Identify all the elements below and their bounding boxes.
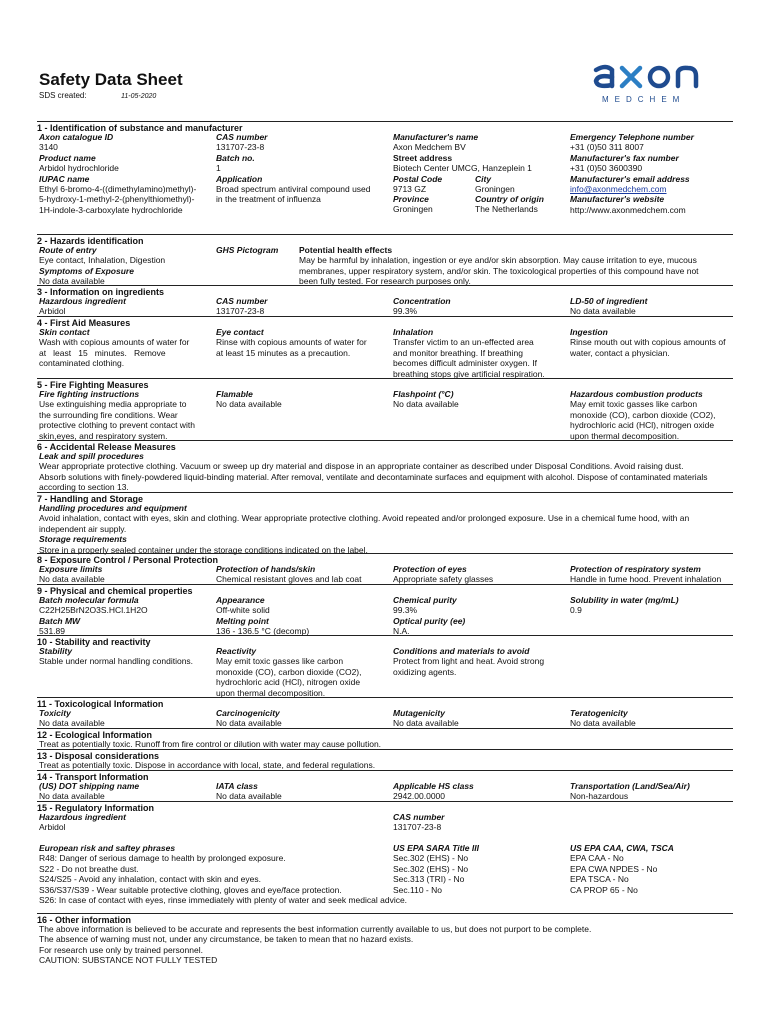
flamable-label: Flamable bbox=[216, 389, 253, 399]
sara-line-2: Sec.302 (EHS) - No bbox=[393, 863, 469, 874]
ld50-label: LD-50 of ingredient bbox=[570, 296, 648, 306]
solubility-label: Solubility in water (mg/mL) bbox=[570, 595, 679, 605]
section-13-heading: 13 - Disposal considerations bbox=[37, 749, 733, 761]
route-value: Eye contact, Inhalation, Digestion bbox=[39, 255, 166, 266]
website-value: http://www.axonmedchem.com bbox=[570, 204, 686, 215]
street-label: Street address bbox=[393, 152, 453, 163]
other-info-line-1: The above information is believed to be accurate and represents the best information currently available to us, but does not purport to be complete. bbox=[39, 924, 592, 934]
conditions-line-2: oxidizing agents. bbox=[393, 666, 457, 677]
section-9-heading: 9 - Physical and chemical properties bbox=[37, 584, 733, 596]
caa-line-3: EPA TSCA - No bbox=[570, 874, 629, 885]
hands-protection-value: Chemical resistant gloves and lab coat bbox=[216, 574, 362, 585]
section-14-col-3 bbox=[393, 781, 474, 802]
effects-line-1: May be harmful by inhalation, ingestion or eye and/or skin absorption. May cause irritation to eye, mucous bbox=[299, 255, 697, 266]
skin-contact-line-3: contaminated clothing. bbox=[39, 358, 125, 369]
caa-label: US EPA CAA, CWA, TSCA bbox=[570, 843, 674, 853]
ecological-text: Treat as potentially toxic. Runoff from fire control or dilution with water may cause pollution. bbox=[39, 739, 382, 749]
iupac-line-1: Ethyl 6-bromo-4-((dimethylamino)methyl)- bbox=[39, 184, 197, 195]
hs-value: 2942.00.0000 bbox=[393, 791, 445, 802]
section-3-col-1 bbox=[39, 296, 126, 317]
purity-value: 99.3% bbox=[393, 605, 418, 616]
section-4-col-1 bbox=[39, 327, 201, 369]
section-11-col-1 bbox=[39, 708, 105, 729]
leak-label: Leak and spill procedures bbox=[39, 451, 144, 461]
handling-line-1: Avoid inhalation, contact with eyes, skin and clothing. Wear appropriate protective clothing. Avoid repeated and/or prolonged exposure. Use in a chemical fume hood, with an bbox=[39, 513, 690, 524]
regulatory-cas-label: CAS number bbox=[393, 812, 445, 822]
leak-line-2: Absorb solutions with finely-powdered liquid-binding material. After removal, ventilate and decontaminate surfaces and equipment with alcohol. Dispose of contaminated materials bbox=[39, 471, 708, 482]
ingestion-line-2: water, contact a physician. bbox=[570, 347, 670, 358]
iupac-label: IUPAC name bbox=[39, 173, 90, 184]
other-info-line-4: CAUTION: SUBSTANCE NOT FULLY TESTED bbox=[39, 955, 218, 966]
email-link[interactable]: info@axonmedchem.com bbox=[570, 184, 667, 195]
handling-label: Handling procedures and equipment bbox=[39, 503, 187, 513]
conditions-line-1: Protect from light and heat. Avoid strong bbox=[393, 656, 545, 667]
transport-value: Non-hazardous bbox=[570, 791, 629, 802]
skin-contact-label: Skin contact bbox=[39, 327, 90, 337]
fire-instructions-line-2: the surrounding fire conditions. Wear bbox=[39, 409, 178, 420]
sds-created-label: SDS created: bbox=[39, 91, 87, 100]
effects-line-2: membranes, upper respiratory system, and/or skin. The toxicological properties of this compound have not bbox=[299, 265, 699, 276]
sara-label: US EPA SARA Title III bbox=[393, 843, 479, 853]
section-8-col-3 bbox=[393, 564, 493, 585]
storage-label: Storage requirements bbox=[39, 534, 127, 545]
melting-value: 136 - 136.5 °C (decomp) bbox=[216, 626, 310, 637]
fire-instructions-line-3: protective clothing to prevent contact with bbox=[39, 420, 195, 431]
section-7-body bbox=[39, 503, 735, 555]
section-11-col-4 bbox=[570, 708, 636, 729]
appearance-label: Appearance bbox=[216, 595, 265, 605]
optical-value: N.A. bbox=[393, 626, 410, 637]
caa-line-1: EPA CAA - No bbox=[570, 853, 624, 864]
combustion-line-4: upon thermal decomposition. bbox=[570, 430, 680, 441]
dot-label: (US) DOT shipping name bbox=[39, 781, 140, 791]
section-14-col-2 bbox=[216, 781, 282, 802]
street-value: Biotech Center UMCG, Hanzeplein 1 bbox=[393, 163, 532, 174]
symptoms-value: No data available bbox=[39, 276, 105, 287]
eu-phrase-2: S22 - Do not breathe dust. bbox=[39, 863, 139, 874]
section-8-col-1 bbox=[39, 564, 105, 585]
section-1-col-2 bbox=[216, 132, 391, 205]
toxicity-value: No data available bbox=[39, 718, 105, 729]
leak-line-1: Wear appropriate protective clothing. Vacuum or sweep up dry material and dispose in an appropriate container as described under Disposal Conditions. Avoid raising dust. bbox=[39, 461, 684, 472]
city-value: Groningen bbox=[475, 183, 515, 194]
section-9-col-1 bbox=[39, 595, 148, 637]
concentration-label: Concentration bbox=[393, 296, 451, 306]
section-14-col-1 bbox=[39, 781, 139, 802]
cas-value: 131707-23-8 bbox=[216, 142, 265, 153]
skin-contact-line-1: Wash with copious amounts of water for bbox=[39, 337, 190, 348]
section-11-heading: 11 - Toxicological Information bbox=[37, 697, 733, 709]
section-16-heading: 16 - Other information bbox=[37, 913, 733, 925]
batch-label: Batch no. bbox=[216, 152, 255, 163]
eye-contact-line-2: at least 15 minutes as a precaution. bbox=[216, 347, 351, 358]
mw-label: Batch MW bbox=[39, 615, 81, 626]
inhalation-line-3: becomes difficult administer oxygen. If bbox=[393, 358, 537, 369]
section-12-heading: 12 - Ecological Information bbox=[37, 728, 733, 740]
reactivity-label: Reactivity bbox=[216, 646, 257, 656]
storage-value: Store in a properly sealed container under the storage conditions indicated on the label. bbox=[39, 544, 368, 555]
section-10-heading: 10 - Stability and reactivity bbox=[37, 635, 733, 647]
section-15-cas bbox=[393, 812, 444, 833]
sara-line-3: Sec.313 (TRI) - No bbox=[393, 874, 465, 885]
hands-protection-label: Protection of hands/skin bbox=[216, 564, 316, 574]
carcinogenicity-label: Carcinogenicity bbox=[216, 708, 280, 718]
inhalation-line-1: Transfer victim to an un-effected area bbox=[393, 337, 534, 348]
section-5-heading: 5 - Fire Fighting Measures bbox=[37, 378, 733, 390]
leak-line-3: according to section 13. bbox=[39, 482, 129, 493]
country-label: Country of origin bbox=[475, 193, 544, 204]
section-3-col-3 bbox=[393, 296, 451, 317]
transport-label: Transportation (Land/Sea/Air) bbox=[570, 781, 690, 791]
section-6-heading: 6 - Accidental Release Measures bbox=[37, 440, 733, 452]
section-3-heading: 3 - Information on ingredients bbox=[37, 285, 733, 297]
formula-value: C22H25BrN2O3S.HCl.1H2O bbox=[39, 605, 148, 616]
section-7-heading: 7 - Handling and Storage bbox=[37, 492, 733, 504]
exposure-limits-value: No data available bbox=[39, 574, 105, 585]
section-9-col-2 bbox=[216, 595, 309, 637]
section-5-col-4 bbox=[570, 389, 735, 441]
section-1-col-4 bbox=[570, 132, 740, 215]
application-label: Application bbox=[216, 173, 263, 184]
conditions-label: Conditions and materials to avoid bbox=[393, 646, 530, 656]
hs-label: Applicable HS class bbox=[393, 781, 474, 791]
teratogenicity-value: No data available bbox=[570, 718, 636, 729]
fire-instructions-line-4: skin,eyes, and respiratory system. bbox=[39, 430, 168, 441]
sara-line-4: Sec.110 - No bbox=[393, 884, 442, 895]
inhalation-line-4: breathing stops give artificial respiration. bbox=[393, 368, 545, 379]
regulatory-ingredient-value: Arbidol bbox=[39, 822, 66, 833]
section-14-col-4 bbox=[570, 781, 690, 802]
fax-value: +31 (0)50 3600390 bbox=[570, 163, 643, 174]
teratogenicity-label: Teratogenicity bbox=[570, 708, 628, 718]
country-value: The Netherlands bbox=[475, 203, 538, 214]
ingredient-label: Hazardous ingredient bbox=[39, 296, 126, 306]
website-label: Manufacturer's website bbox=[570, 194, 665, 205]
section-1-heading: 1 - Identification of substance and manufacturer bbox=[37, 121, 733, 133]
emergency-label: Emergency Telephone number bbox=[570, 132, 694, 142]
toxicity-label: Toxicity bbox=[39, 708, 71, 718]
route-label: Route of entry bbox=[39, 245, 97, 255]
section-3-col-4 bbox=[570, 296, 647, 317]
section-16-body bbox=[39, 924, 735, 966]
handling-line-2: independent air supply. bbox=[39, 523, 127, 534]
application-line-2: in the treatment of influenza bbox=[216, 194, 321, 205]
inhalation-line-2: and monitor breathing. If breathing bbox=[393, 347, 523, 358]
section-10-col-1 bbox=[39, 646, 193, 667]
axon-logo bbox=[588, 58, 708, 108]
mutagenicity-value: No data available bbox=[393, 718, 459, 729]
skin-contact-line-2: at least 15 minutes. Remove bbox=[39, 347, 166, 358]
reactivity-line-2: monoxide (CO), carbon dioxide (CO2), bbox=[216, 666, 362, 677]
sara-line-1: Sec.302 (EHS) - No bbox=[393, 853, 469, 864]
reactivity-line-1: May emit toxic gasses like carbon bbox=[216, 656, 344, 667]
section-15-heading: 15 - Regulatory Information bbox=[37, 801, 733, 813]
eu-phrase-3: S24/S25 - Avoid any inhalation, contact with skin and eyes. bbox=[39, 874, 261, 885]
reactivity-line-3: hydrochloric acid (HCl), nitrogen oxide bbox=[216, 677, 361, 688]
flashpoint-value: No data available bbox=[393, 399, 459, 410]
fire-instructions-label: Fire fighting instructions bbox=[39, 389, 140, 399]
emergency-value: +31 (0)50 311 8007 bbox=[570, 142, 644, 153]
ingredient-cas-value: 131707-23-8 bbox=[216, 306, 265, 317]
effects-label: Potential health effects bbox=[299, 245, 393, 255]
reactivity-line-4: upon thermal decomposition. bbox=[216, 687, 326, 698]
section-14-heading: 14 - Transport Information bbox=[37, 770, 733, 782]
ingredient-cas-label: CAS number bbox=[216, 296, 268, 306]
stability-value: Stable under normal handling conditions. bbox=[39, 656, 194, 667]
optical-label: Optical purity (ee) bbox=[393, 615, 466, 626]
email-label: Manufacturer's email address bbox=[570, 173, 690, 184]
concentration-value: 99.3% bbox=[393, 306, 418, 317]
caa-line-2: EPA CWA NPDES - No bbox=[570, 863, 658, 874]
section-4-heading: 4 - First Aid Measures bbox=[37, 316, 733, 328]
province-label: Province bbox=[393, 193, 429, 204]
axon-logo-icon bbox=[588, 58, 708, 92]
document-title: Safety Data Sheet bbox=[39, 70, 183, 89]
section-1-col-1 bbox=[39, 132, 214, 215]
section-8-col-4 bbox=[570, 564, 721, 585]
solubility-value: 0.9 bbox=[570, 605, 582, 616]
product-name-label: Product name bbox=[39, 152, 96, 163]
mutagenicity-label: Mutagenicity bbox=[393, 708, 445, 718]
eu-phrase-4: S36/S37/S39 - Wear suitable protective clothing, gloves and eye/face protection. bbox=[39, 884, 342, 895]
caa-line-4: CA PROP 65 - No bbox=[570, 884, 638, 895]
application-line-1: Broad spectrum antiviral compound used bbox=[216, 184, 371, 195]
section-15-caa bbox=[570, 843, 674, 895]
iata-value: No data available bbox=[216, 791, 282, 802]
stability-label: Stability bbox=[39, 646, 73, 656]
postal-value: 9713 GZ bbox=[393, 183, 427, 194]
axon-catalogue-value: 3140 bbox=[39, 142, 58, 153]
fire-instructions-line-1: Use extinguishing media appropriate to bbox=[39, 399, 187, 410]
melting-label: Melting point bbox=[216, 615, 269, 626]
combustion-line-2: monoxide (CO), carbon dioxide (CO2), bbox=[570, 409, 716, 420]
section-2-col-1 bbox=[39, 245, 214, 287]
manufacturer-label: Manufacturer's name bbox=[393, 132, 479, 142]
iupac-line-2: 5-hydroxy-1-methyl-2-(phenylthiomethyl)- bbox=[39, 194, 195, 205]
section-2-heading: 2 - Hazards identification bbox=[37, 234, 733, 246]
manufacturer-value: Axon Medchem BV bbox=[393, 142, 466, 153]
postal-label: Postal Code bbox=[393, 173, 443, 184]
section-6-body bbox=[39, 451, 735, 493]
section-11-col-2 bbox=[216, 708, 282, 729]
section-15-hazardous bbox=[39, 812, 126, 833]
combustion-line-3: hydrochloric acid (HCl), nitrogen oxide bbox=[570, 420, 715, 431]
ghs-label: GHS Pictogram bbox=[216, 245, 279, 255]
fax-label: Manufacturer's fax number bbox=[570, 152, 679, 163]
sds-created-date: 11-05-2020 bbox=[121, 93, 157, 100]
mw-value: 531.89 bbox=[39, 626, 65, 637]
dot-value: No data available bbox=[39, 791, 105, 802]
inhalation-label: Inhalation bbox=[393, 327, 434, 337]
section-10-col-3 bbox=[393, 646, 563, 677]
eu-phrase-5: S26: In case of contact with eyes, rinse immediately with plenty of water and seek medical advice. bbox=[39, 895, 408, 906]
eu-phrases-label: European risk and saftey phrases bbox=[39, 843, 176, 853]
respiratory-protection-label: Protection of respiratory system bbox=[570, 564, 701, 574]
section-2-effects bbox=[299, 245, 732, 287]
section-1-col-3 bbox=[393, 132, 568, 215]
section-11-col-3 bbox=[393, 708, 459, 729]
flashpoint-label: Flashpoint (°C) bbox=[393, 389, 454, 399]
other-info-line-3: For research use only by trained personnel. bbox=[39, 944, 203, 955]
combustion-label: Hazardous combustion products bbox=[570, 389, 703, 399]
other-info-line-2: The absence of warning must not, under any circumstance, be taken to mean that no hazard exists. bbox=[39, 934, 414, 945]
city-label: City bbox=[475, 173, 492, 184]
section-5-col-2 bbox=[216, 389, 282, 410]
section-10-col-2 bbox=[216, 646, 381, 698]
disposal-text: Treat as potentially toxic. Dispose in accordance with local, state, and federal regulations. bbox=[39, 760, 376, 770]
exposure-limits-label: Exposure limits bbox=[39, 564, 103, 574]
logo-subtitle: MEDCHEM bbox=[602, 95, 686, 104]
eye-contact-label: Eye contact bbox=[216, 327, 264, 337]
section-8-col-2 bbox=[216, 564, 362, 585]
batch-value: 1 bbox=[216, 163, 221, 174]
formula-label: Batch molecular formula bbox=[39, 595, 139, 605]
combustion-line-1: May emit toxic gasses like carbon bbox=[570, 399, 698, 410]
appearance-value: Off-white solid bbox=[216, 605, 270, 616]
product-name-value: Arbidol hydrochloride bbox=[39, 163, 119, 174]
section-4-col-4 bbox=[570, 327, 735, 358]
section-8-heading: 8 - Exposure Control / Personal Protection bbox=[37, 553, 733, 565]
carcinogenicity-value: No data available bbox=[216, 718, 282, 729]
section-5-col-1 bbox=[39, 389, 204, 441]
section-5-col-3 bbox=[393, 389, 459, 410]
section-3-col-2 bbox=[216, 296, 267, 317]
flamable-value: No data available bbox=[216, 399, 282, 410]
eyes-protection-value: Appropriate safety glasses bbox=[393, 574, 494, 585]
ingredient-value: Arbidol bbox=[39, 306, 66, 317]
eu-phrase-1: R48: Danger of serious damage to health by prolonged exposure. bbox=[39, 853, 286, 864]
ingestion-line-1: Rinse mouth out with copious amounts of bbox=[570, 337, 726, 348]
respiratory-protection-value: Handle in fume hood. Prevent inhalation bbox=[570, 574, 722, 585]
section-15-sara bbox=[393, 843, 479, 895]
section-4-col-3 bbox=[393, 327, 558, 379]
province-value: Groningen bbox=[393, 203, 433, 214]
symptoms-label: Symptoms of Exposure bbox=[39, 265, 134, 276]
iupac-line-3: 1H-indole-3-carboxylate hydrochloride bbox=[39, 204, 183, 215]
ld50-value: No data available bbox=[570, 306, 636, 317]
axon-catalogue-label: Axon catalogue ID bbox=[39, 132, 114, 142]
effects-line-3: been fully tested. For research purposes only. bbox=[299, 276, 471, 287]
purity-label: Chemical purity bbox=[393, 595, 457, 605]
regulatory-cas-value: 131707-23-8 bbox=[393, 822, 442, 833]
section-9-col-4 bbox=[570, 595, 679, 616]
regulatory-ingredient-label: Hazardous ingredient bbox=[39, 812, 126, 822]
section-9-col-3 bbox=[393, 595, 465, 637]
cas-label: CAS number bbox=[216, 132, 268, 142]
eye-contact-line-1: Rinse with copious amounts of water for bbox=[216, 337, 367, 348]
iata-label: IATA class bbox=[216, 781, 258, 791]
ingestion-label: Ingestion bbox=[570, 327, 608, 337]
section-4-col-2 bbox=[216, 327, 386, 358]
eyes-protection-label: Protection of eyes bbox=[393, 564, 467, 574]
